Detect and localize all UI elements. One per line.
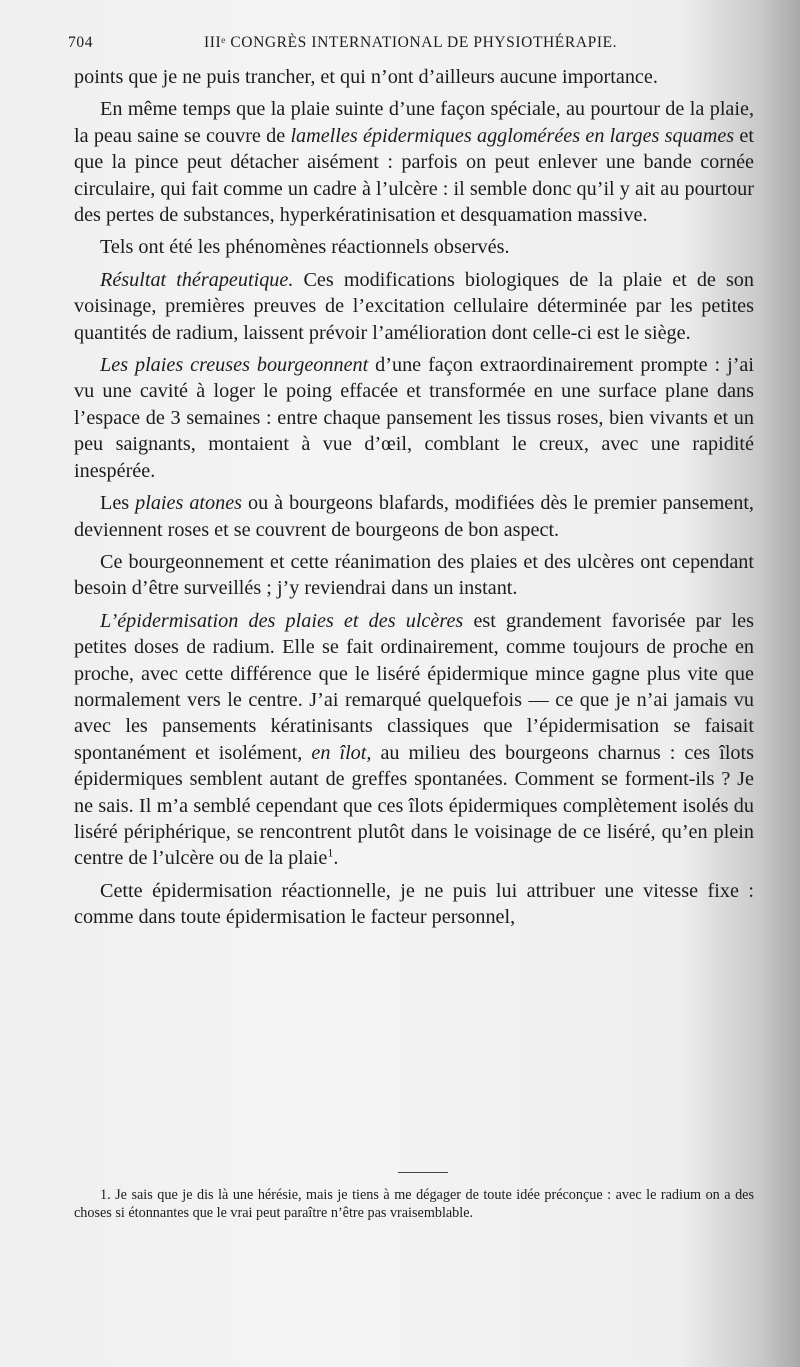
paragraph-9 [74,878,754,931]
paragraph-5 [74,352,754,484]
footnote [74,1186,754,1222]
body-text [74,64,754,931]
paragraph-2-text-a: En même temps que la plaie suinte d’une façon spéciale, au pourtour de la plaie, la peau saine se couvre de [74,98,754,147]
paragraph-2-text-b: et que la pince peut détacher aisément : parfois on peut enlever une bande cornée circulaire, qui fait comme un cadre à l’ulcère : il semble donc qu’il y ait au pourtour des pertes de substances, hyperkératinisation et desquamation massive. [74,124,754,227]
paragraph-1 [74,64,754,90]
paragraph-9-text: Cette épidermisation réactionnelle, je ne puis lui attribuer une vitesse fixe : comme dans toute épidermisation le facteur personnel, [74,879,754,929]
paragraph-8-text-b: est grandement favorisée par les petites doses de radium. Elle se fait ordinairement, comme toujours de proche en proche, avec cette différence que le liséré épidermique mince gagne plus vite que normalement vers le centre. J’ai remarqué quelquefois — ce que je n’ai jamais vu avec les pansements kératinisants classiques que l’épidermisation se faisait spontanément et isolément, [74,609,754,764]
paragraph-7-text: Ce bourgeonnement et cette réanimation des plaies et des ulcères ont cependant besoin d’être surveillés ; j’y reviendrai dans un instant. [74,550,754,600]
paragraph-6-italic: plaies atones [135,492,243,515]
paragraph-5-italic: Les plaies creuses bourgeonnent [100,354,369,377]
paragraph-6-text-b: ou à bourgeons blafards, modifiées dès le premier pansement, deviennent roses et se couvrent de bourgeons de bon aspect. [74,492,754,541]
paragraph-2 [74,96,754,228]
paragraph-8 [74,608,754,872]
paragraph-2-italic: lamelles épidermiques agglomérées en larges squames [290,124,735,147]
paragraph-1-text: points que je ne puis trancher, et qui n’ont d’ailleurs aucune importance. [74,66,658,88]
paragraph-5-text: d’une façon extraordinairement prompte : j’ai vu une cavité à loger le poing effacée et transformée en une surface plane dans l’espace de 3 semaines : entre chaque pansement les tissus roses, bien vivants et un peu saignants, montaient à vue d’œil, comblant le creux, avec une rapidité inespérée. [74,354,754,482]
paragraph-6 [74,490,754,543]
paragraph-3-text: Tels ont été les phénomènes réactionnels observés. [100,236,510,259]
paragraph-4-italic: Résultat thérapeutique. [100,268,294,291]
footnote-text: 1. Je sais que je dis là une hérésie, mais je tiens à me dégager de toute idée préconçue : avec le radium on a des choses si étonnantes que le vrai peut paraître n’être pas vraisemblable. [74,1187,754,1221]
page-header [68,34,758,56]
running-head: IIIᵉ CONGRÈS INTERNATIONAL DE PHYSIOTHÉRAPIE. [204,34,618,51]
footnote-divider [398,1172,448,1173]
footnote-reference[interactable]: 1 [327,845,334,860]
paragraph-8-end: . [333,847,339,870]
paragraph-4 [74,267,754,346]
paragraph-3 [74,234,754,260]
paragraph-6-text-a: Les [100,492,136,515]
paragraph-4-text: Ces modifications biologiques de la plaie et de son voisinage, premières preuves de l’excitation cellulaire déterminée par les petites quantités de radium, laissent prévoir l’amélioration dont celle-ci est le siège. [74,268,754,344]
paragraph-8-italic-2: en îlot, [311,741,372,764]
paragraph-8-italic: L’épidermisation des plaies et des ulcères [100,609,464,632]
paragraph-8-text-c: au milieu des bourgeons charnus : ces îlots épidermiques semblent autant de greffes spontanées. Comment se forment-ils ? Je ne sais. Il m’a semblé cependant que ces îlots épidermiques complètement isolés du liséré périphérique, se rencontrent plutôt dans le voisinage de ce liséré, qu’en plein centre de l’ulcère ou de la plaie [74,741,754,870]
paragraph-7 [74,549,754,602]
page-number: 704 [68,34,94,51]
